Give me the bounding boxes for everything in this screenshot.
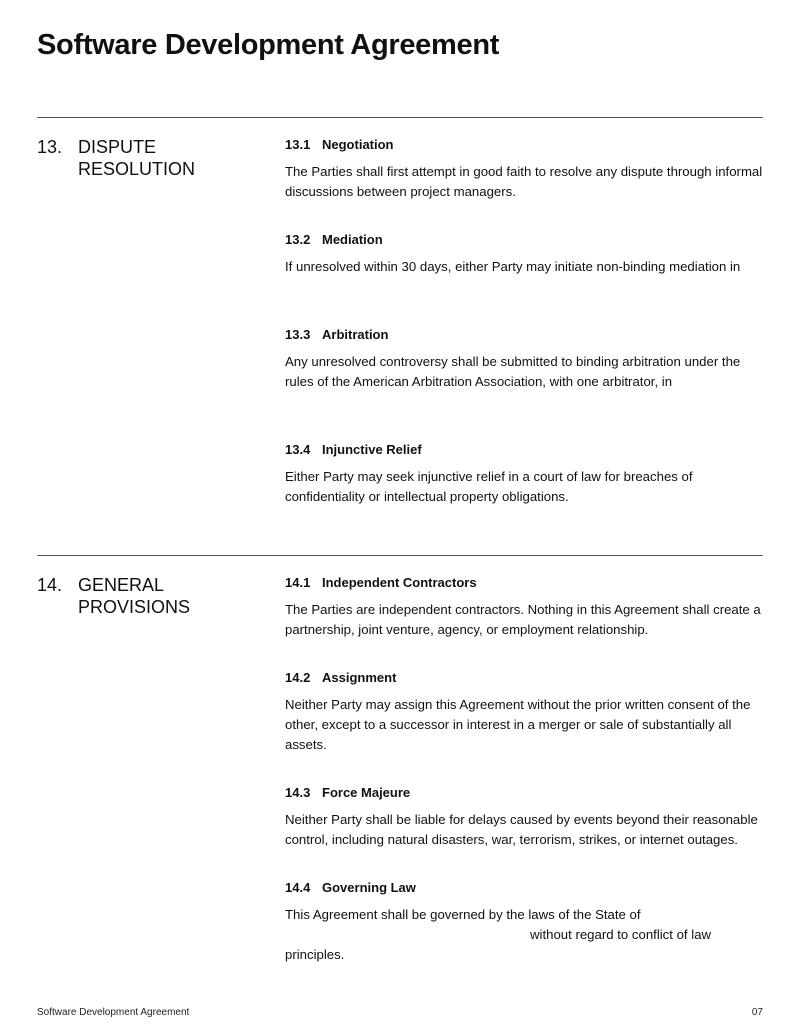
clause-heading (285, 785, 765, 801)
clause-heading (285, 442, 765, 458)
clause-title: Injunctive Relief (322, 442, 422, 457)
clause-14-3 (285, 785, 765, 850)
section-title-line: PROVISIONS (78, 597, 191, 617)
section-title-line: DISPUTE (78, 137, 157, 157)
clause-body: If unresolved within 30 days, either Party may initiate non-binding mediation in (285, 259, 741, 274)
clause-title: Mediation (322, 232, 383, 247)
clause-body: Either Party may seek injunctive relief in a court of law for breaches of confidentiality or intellectual property obligations. (285, 469, 693, 504)
clause-number: 13.1 (285, 137, 311, 152)
clause-number: 13.4 (285, 442, 311, 457)
clause-number: 14.3 (285, 785, 311, 800)
clause-number: 14.2 (285, 670, 311, 685)
clause-body: The Parties shall first attempt in good faith to resolve any dispute through informal discussions between project managers. (285, 164, 763, 199)
clause-title: Independent Contractors (322, 575, 477, 590)
page-number: 07 (751, 1007, 763, 1018)
section-title (78, 136, 258, 180)
clause-13-4 (285, 442, 765, 507)
clause-title: Arbitration (322, 327, 389, 342)
section-number: 13. (37, 137, 63, 157)
clause-number: 13.3 (285, 327, 311, 342)
clause-13-1 (285, 137, 765, 202)
clause-heading (285, 327, 765, 343)
clause-body: The Parties are independent contractors. Nothing in this Agreement shall create a partnership, joint venture, agency, or employment relationship. (285, 602, 761, 637)
clause-title: Assignment (322, 670, 397, 685)
clause-number: 13.2 (285, 232, 311, 247)
clause-13-2 (285, 232, 765, 277)
clause-heading (285, 575, 765, 591)
section-title-line: RESOLUTION (78, 159, 196, 179)
clause-heading (285, 670, 765, 686)
clause-heading (285, 137, 765, 153)
clause-body: Neither Party shall be liable for delays caused by events beyond their reasonable control, including natural disasters, war, terrorism, strikes, or internet outages. (285, 812, 758, 847)
section-divider (37, 117, 763, 118)
clause-14-2 (285, 670, 765, 755)
clause-14-4 (285, 880, 765, 965)
clause-heading (285, 232, 765, 248)
section-number: 14. (37, 575, 63, 595)
clause-body-text: This Agreement shall be governed by the laws of the State of (285, 907, 641, 922)
document-title: Software Development Agreement (37, 29, 500, 61)
section-divider (37, 555, 763, 556)
clause-number: 14.1 (285, 575, 311, 590)
footer-document-title: Software Development Agreement (37, 1007, 190, 1018)
clause-number: 14.4 (285, 880, 311, 895)
clause-body: Any unresolved controversy shall be submitted to binding arbitration under the rules of the American Arbitration Association, with one arbitrator, in (285, 354, 741, 389)
section-title-line: GENERAL (78, 575, 165, 595)
clause-heading (285, 880, 765, 896)
clause-body: Neither Party may assign this Agreement without the prior written consent of the other, except to a successor in interest in a merger or sale of substantially all assets. (285, 697, 751, 752)
clause-title: Force Majeure (322, 785, 411, 800)
clause-13-3 (285, 327, 765, 392)
clause-body-text: without regard to conflict of law principles. (285, 927, 712, 962)
clause-14-1 (285, 575, 765, 640)
clause-body (285, 905, 765, 965)
clause-title: Negotiation (322, 137, 394, 152)
section-title (78, 574, 258, 618)
clause-title: Governing Law (322, 880, 416, 895)
